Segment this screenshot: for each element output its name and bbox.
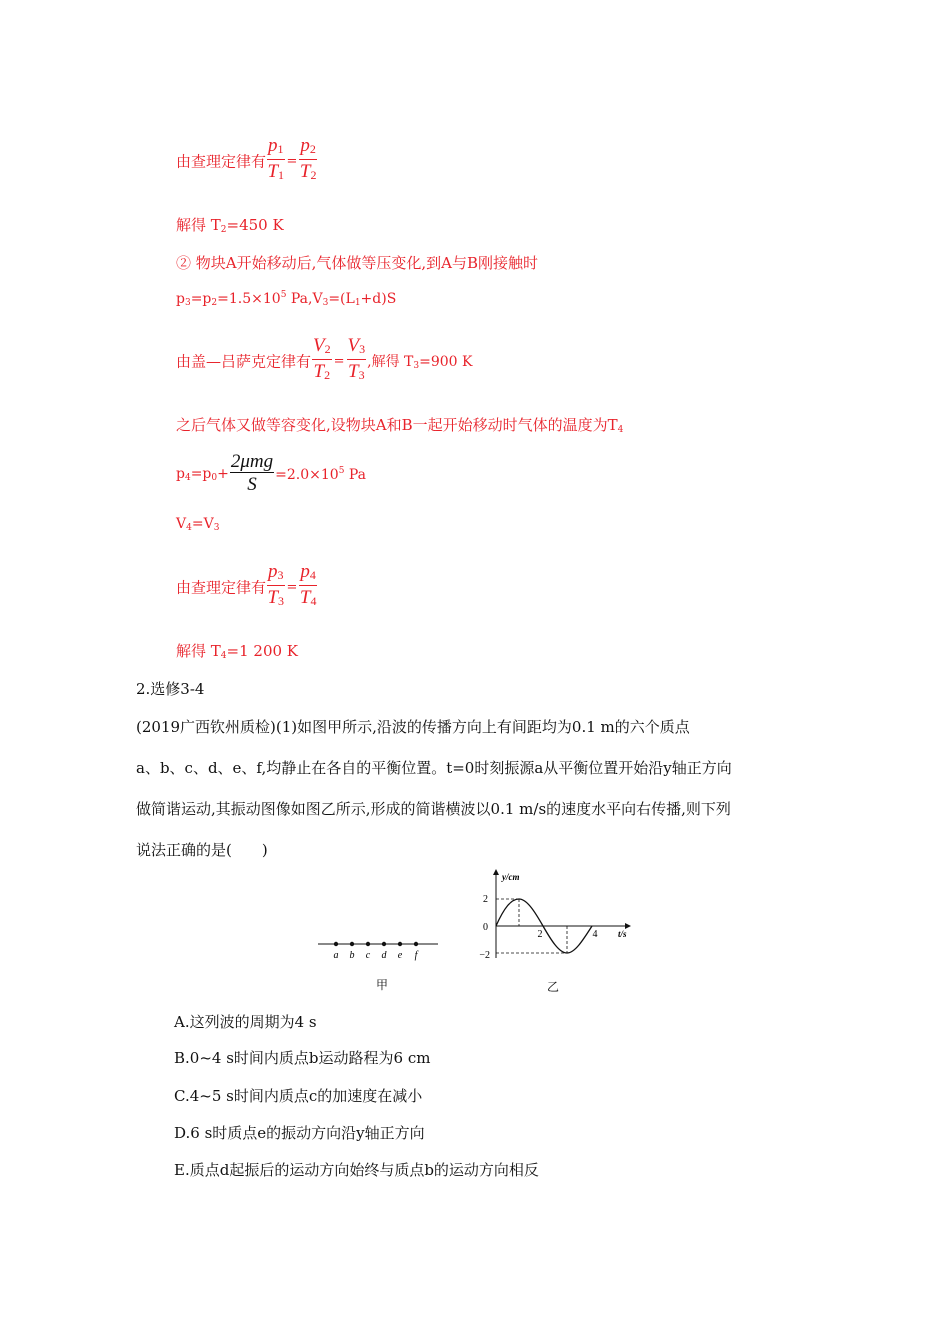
sub: 4 <box>617 425 624 435</box>
sym: T <box>348 361 359 382</box>
solution-line-p4 <box>176 452 366 496</box>
solution-line-V4 <box>176 516 219 533</box>
sub: 4 <box>184 472 191 483</box>
sub: 3 <box>322 298 329 308</box>
equals: = <box>286 579 298 595</box>
sub: 3 <box>277 568 284 582</box>
particle-dot-e <box>398 942 402 946</box>
t: ,解得 T <box>367 354 414 370</box>
sub: 3 <box>413 361 420 371</box>
fraction-V2-T2 <box>312 336 332 386</box>
solution-line-T4 <box>176 640 298 661</box>
x-tick-2: 2 <box>537 929 543 940</box>
t: 解得 T <box>176 642 221 660</box>
option-b: B.0~4 s时间内质点b运动路程为6 cm <box>174 1049 431 1067</box>
sub: 4 <box>220 651 227 661</box>
t: =2.0×10 <box>275 466 339 483</box>
text: 由查理定律有 <box>176 578 267 597</box>
sub: 3 <box>278 594 285 608</box>
option-e: E.质点d起振后的运动方向始终与质点b的运动方向相反 <box>174 1161 539 1179</box>
fraction-2umg-S <box>230 452 274 496</box>
sub: 4 <box>186 523 192 533</box>
option-c: C.4~5 s时间内质点c的加速度在减小 <box>174 1087 423 1105</box>
text: 由查理定律有 <box>176 152 267 171</box>
sub: 2 <box>324 342 331 356</box>
sub: 2 <box>309 142 316 156</box>
fraction-p2-T2 <box>299 136 317 186</box>
sub: 2 <box>220 225 227 235</box>
particle-dot-f <box>414 942 418 946</box>
t: + <box>217 465 229 482</box>
y-tick-0: 0 <box>483 922 488 933</box>
particle-dot-c <box>366 942 370 946</box>
sym: V <box>313 335 325 356</box>
solution-line-isobaric: ② 物块A开始移动后,气体做等压变化,到A与B刚接触时 <box>176 254 538 272</box>
y-axis-label: y/cm <box>502 872 520 882</box>
caption-jia: 甲 <box>376 978 389 992</box>
question-paragraph-2: a、b、c、d、e、f,均静止在各自的平衡位置。t=0时刻振源a从平衡位置开始沿y轴正方向 <box>136 759 732 777</box>
fraction-V3-T3 <box>347 336 367 386</box>
particle-label-b: b <box>349 950 355 961</box>
sub: 1 <box>277 142 284 156</box>
den: S <box>247 474 257 495</box>
solution-line-charles-law-1 <box>176 136 318 186</box>
t: =(L <box>328 291 355 307</box>
tail <box>275 467 366 483</box>
sym: p <box>300 135 310 156</box>
equals: = <box>286 153 298 169</box>
sym: T <box>299 587 311 608</box>
t: =1.5×10 <box>217 291 281 307</box>
lead <box>176 466 229 482</box>
t: V <box>176 516 187 532</box>
solution-line-charles-law-2 <box>176 562 318 612</box>
question-heading: 2.选修3-4 <box>136 680 205 698</box>
sub: 1 <box>354 298 361 308</box>
particle-label-a: a <box>333 950 339 961</box>
sub: 3 <box>213 523 220 533</box>
question-paragraph-1: (2019广西钦州质检)(1)如图甲所示,沿波的传播方向上有间距均为0.1 m的六个质点 <box>136 718 690 736</box>
solution-line-T2 <box>176 214 284 235</box>
solution-line-isochoric <box>176 414 623 435</box>
particle-label-d: d <box>381 950 387 961</box>
particle-label-f: f <box>414 950 418 961</box>
sym: p <box>268 561 278 582</box>
option-d: D.6 s时质点e的振动方向沿y轴正方向 <box>174 1124 425 1142</box>
sub: 3 <box>184 298 191 308</box>
sub: 1 <box>278 168 285 182</box>
equals: = <box>333 353 345 369</box>
sup: 5 <box>280 290 287 300</box>
sub: 3 <box>359 342 366 356</box>
sym: T <box>313 361 325 382</box>
particle-label-e: e <box>397 950 403 961</box>
t: =p <box>190 465 212 482</box>
text: 之后气体又做等容变化,设物块A和B一起开始移动时气体的温度为T <box>176 416 618 434</box>
text: 解得 T <box>176 216 221 234</box>
t: Pa <box>344 466 367 483</box>
num: 2μmg <box>230 451 274 472</box>
tail <box>367 354 472 370</box>
sub: 2 <box>310 168 317 182</box>
t: p <box>176 465 185 482</box>
sym: p <box>268 135 278 156</box>
sub: 3 <box>358 368 365 382</box>
t: +d)S <box>360 291 397 307</box>
option-a: A.这列波的周期为4 s <box>174 1013 317 1031</box>
particle-dot-a <box>334 942 338 946</box>
sub: 4 <box>309 568 316 582</box>
y-tick-2: 2 <box>483 894 488 905</box>
sub: 2 <box>324 368 331 382</box>
sup: 5 <box>338 465 345 476</box>
sym: T <box>299 161 311 182</box>
particle-label-c: c <box>365 950 371 961</box>
t: p <box>176 291 185 307</box>
t: =V <box>191 516 214 532</box>
particle-dot-b <box>350 942 354 946</box>
sub: 4 <box>310 594 317 608</box>
caption-yi: 乙 <box>547 980 560 994</box>
sub: 0 <box>211 472 218 483</box>
solution-line-p3 <box>176 290 396 308</box>
fraction-p3-T3 <box>267 562 285 612</box>
y-tick-neg2: −2 <box>479 950 490 961</box>
figure-vibration-graph <box>470 864 640 964</box>
fraction-p4-T4 <box>299 562 317 612</box>
sym: T <box>267 161 279 182</box>
particle-dot-d <box>382 942 386 946</box>
sym: V <box>347 335 360 356</box>
question-paragraph-3: 做简谐运动,其振动图像如图乙所示,形成的简谐横波以0.1 m/s的速度水平向右传播,则下列 <box>136 800 731 818</box>
solution-line-gay-lussac <box>176 336 473 386</box>
sym: p <box>300 561 310 582</box>
t: =1 200 K <box>226 642 298 660</box>
x-axis-label: t/s <box>618 929 627 939</box>
t: =p <box>190 291 212 307</box>
sub: 2 <box>211 298 218 308</box>
text: 由盖—吕萨克定律有 <box>176 352 312 371</box>
x-tick-4: 4 <box>592 929 598 940</box>
t: =900 K <box>419 354 473 370</box>
fraction-p1-T1 <box>267 136 285 186</box>
t: Pa,V <box>286 291 323 307</box>
question-paragraph-4: 说法正确的是( ) <box>136 841 268 859</box>
figure-particle-line <box>312 930 442 970</box>
text: =450 K <box>226 216 284 234</box>
sym: T <box>267 587 279 608</box>
